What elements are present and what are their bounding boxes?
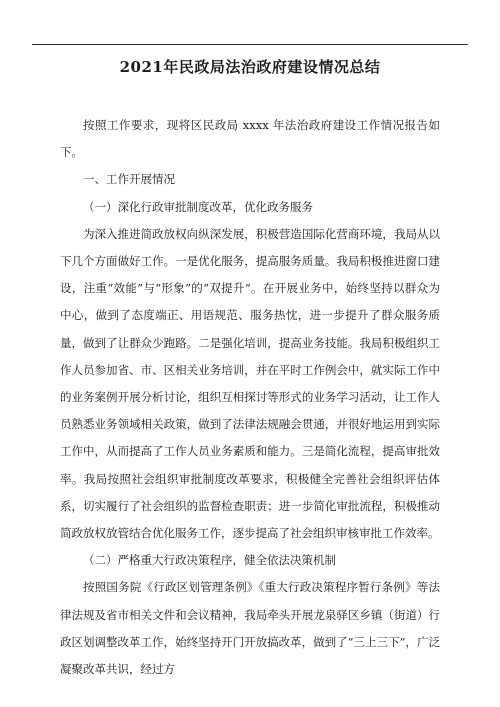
document-body xyxy=(60,112,440,683)
header-rule xyxy=(32,44,468,45)
document-title: 2021年民政局法治政府建设情况总结 xyxy=(119,58,381,76)
paragraph-body-1: 为深入推进简政放权向纵深发展，积极营造国际化营商环境，我局从以下几个方面做好工作。一是优化服务，提高服务质量。我局积极推进窗口建设，注重“效能”与“形象”的“双提升”。在开展业务中，始终坚持以群众为中心，做到了态度端正、用语规范、服务热忱，进一步提升了群众服务质量，做到了让群众少跑路。二是强化培训，提高业务技能。我局积极组织工作人员参加省、市、区相关业务培训，并在平时工作例会中，就实际工作中的业务案例开展分析讨论，组织互相探讨等形式的业务学习活动，让工作人员熟悉业务领域相关政策，做到了法律法规融会贯通，并很好地运用到实际工作中，从而提高了工作人员业务素质和能力。三是简化流程，提高审批效率。我局按照社会组织审批制度改革要求，积极健全完善社会组织评估体系，切实履行了社会组织的监督检查职责；进一步简化审批流程，积极推动简政放权放管结合优化服务工作，逐步提高了社会组织审核审批工作效率。 xyxy=(60,226,440,541)
section-heading-1: 一、工作开展情况 xyxy=(83,172,175,187)
subsection-heading-1: （一）深化行政审批制度改革，优化政务服务 xyxy=(83,199,313,214)
subsection-heading-2: （二）严格重大行政决策程序，健全依法决策机制 xyxy=(83,553,336,568)
paragraph-intro: 按照工作要求，现将区民政局 xxxx 年法治政府建设工作情况报告如下。 xyxy=(60,118,440,160)
paragraph-body-2: 按照国务院《行政区划管理条例》《重大行政决策程序暂行条例》等法律法规及省市相关文件和会议精神，我局牵头开展龙泉驿区乡镇（街道）行政区划调整改革工作，始终坚持开门开放搞改革，做到了“三上三下”，广泛凝聚改革共识，经过方 xyxy=(60,580,440,677)
